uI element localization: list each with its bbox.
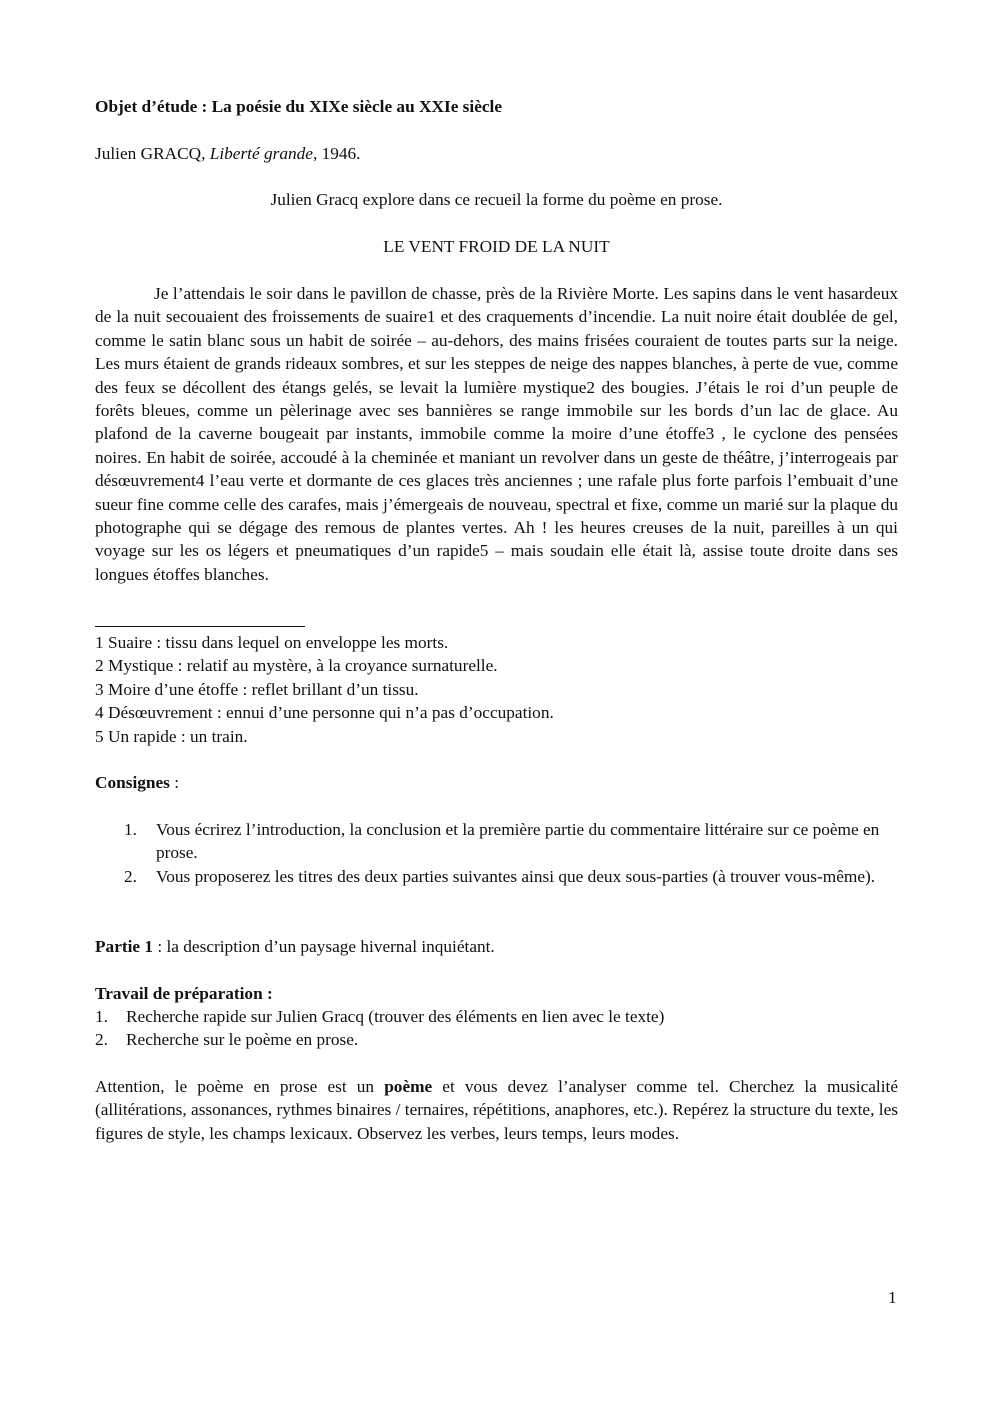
footnote-item: 2 Mystique : relatif au mystère, à la croyance surnaturelle. [95,656,498,676]
page-number: 1 [888,1288,897,1307]
attention-paragraph [95,1075,898,1145]
footnotes-list [95,631,554,748]
consigne-text: Vous proposerez les titres des deux parties suivantes ainsi que deux sous-parties (à trouver vous-même). [156,866,876,886]
partie-label: Partie 1 [95,937,154,956]
consigne-number: 2. [124,866,137,886]
travail-list [95,1005,664,1052]
footnote-separator [95,626,305,627]
consignes-label: Consignes [95,773,170,792]
author-line [95,142,360,165]
footnote-item: 5 Un rapide : un train. [95,726,248,746]
consignes-heading [95,771,179,794]
travail-heading: Travail de préparation : [95,984,273,1003]
travail-item [95,1005,664,1028]
attention-after: et vous devez l’analyser comme tel. Cherchez la musicalité (allitérations, assonances, rythmes binaires / ternaires, répétitions, anaphores, etc.). Repérez la structure du texte, les figures de style, les champs lexicaux. Observez les verbes, leurs temps, leurs modes. [95,1077,898,1143]
attention-bold: poème [384,1077,433,1096]
publication-year: , 1946. [312,144,361,163]
work-title: Liberté grande [209,144,313,163]
document-title: Objet d’étude : La poésie du XIXe siècle au XXIe siècle [95,97,503,116]
consigne-text: Vous écrirez l’introduction, la conclusion et la première partie du commentaire littéraire sur ce poème en prose. [156,820,880,863]
intro-text: Julien Gracq explore dans ce recueil la forme du poème en prose. [270,190,723,209]
travail-text: Recherche rapide sur Julien Gracq (trouver des éléments en lien avec le texte) [126,1007,665,1026]
consignes-suffix: : [169,773,180,792]
travail-item [95,1028,664,1051]
author-name: Julien GRACQ, [95,144,210,163]
consigne-item [95,865,898,888]
footnote-item: 3 Moire d’une étoffe : reflet brillant d’un tissu. [95,679,419,699]
footnote-item: 4 Désœuvrement : ennui d’une personne qui n’a pas d’occupation. [95,703,554,723]
partie-line [95,935,495,958]
poem-title: LE VENT FROID DE LA NUIT [383,237,610,256]
partie-text: : la description d’un paysage hivernal inquiétant. [153,937,495,956]
attention-before: Attention, le poème en prose est un [95,1077,385,1096]
travail-text: Recherche sur le poème en prose. [126,1030,359,1050]
travail-number: 2. [95,1030,108,1050]
consigne-number: 1. [124,820,137,839]
consigne-item [95,818,898,865]
poem-text: Je l’attendais le soir dans le pavillon de chasse, près de la Rivière Morte. Les sapins dans le vent hasardeux de la nuit secouaient des froissements de suaire1 et des craquements d’incendie. La nuit noire était doublée de gel, comme le satin blanc sous un habit de soirée – au-dehors, des mains frisées couraient de toutes parts sur la neige. Les murs étaient de grands rideaux sombres, et sur les steppes de neige des nappes blanches, à perte de vue, comme des feux se décollent des étangs gelés, se levait la lumière mystique2 des bougies. J’étais le roi d’un peuple de forêts bleues, comme un pèlerinage avec ses bannières se range immobile sur les bords d’un lac de glace. Au plafond de la caverne bougeait par instants, immobile comme la moire d’une étoffe3 , le cyclone des pensées noires. En habit de soirée, accoudé à la cheminée et maniant un revolver dans un geste de théâtre, j’interrogeais par désœuvrement4 l’eau verte et dormante de ces glaces très anciennes ; une rafale plus forte parfois l’embuait d’une sueur fine comme celle des carafes, mais j’émergeais de nouveau, spectral et fixe, comme un marié sur la plaque du photographe qui se dégage des remous de plantes vertes. Ah ! les heures creuses de la nuit, pareilles à un qui voyage sur les os légers et pneumatiques d’un rapide5 – mais soudain elle était là, assise toute droite dans ses longues étoffes blanches. [95,284,898,584]
consignes-list [95,818,898,888]
footnote-item: 1 Suaire : tissu dans lequel on enveloppe les morts. [95,633,449,652]
travail-number: 1. [95,1007,108,1026]
